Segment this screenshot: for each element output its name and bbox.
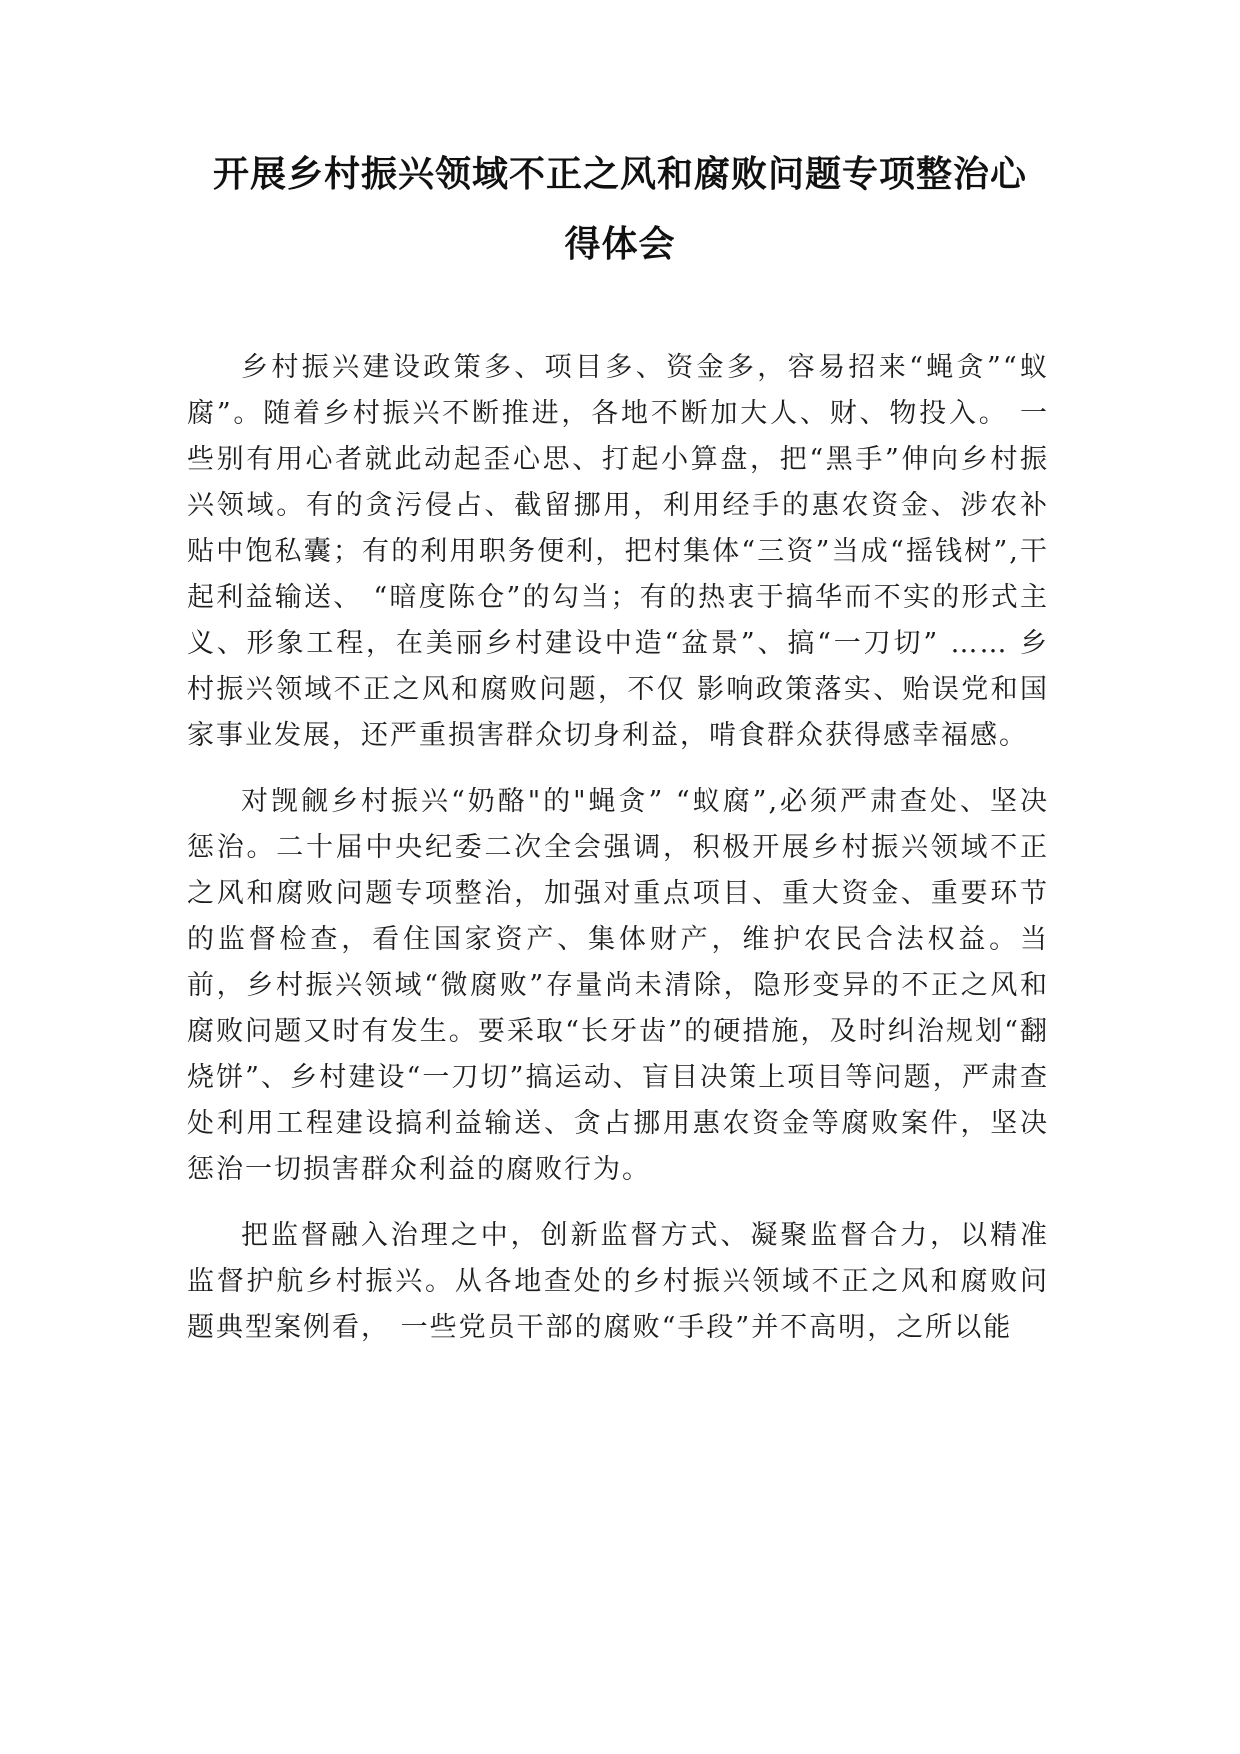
paragraph: 乡村振兴建设政策多、项目多、资金多，容易招来“蝇贪”“蚁腐”。随着乡村振兴不断推进，各地不断加大人、财、物投入。 一些别有用心者就此动起歪心思、打起小算盘，把“黑手”伸向乡村振兴领域。有的贪污侵占、截留挪用，利用经手的惠农资金、涉农补贴中饱私囊；有的利用职务便利，把村集体“三资”当成“摇钱树”,干起利益输送、 “暗度陈仓”的勾当；有的热衷于搞华而不实的形式主义、形象工程，在美丽乡村建设中造“盆景”、搞“一刀切” …… 乡村振兴领域不正之风和腐败问题，不仅 影响政策落实、贻误党和国家事业发展，还严重损害群众切身利益，啃食群众获得感幸福感。: [187, 352, 1049, 751]
document-title: 开展乡村振兴领域不正之风和腐败问题专项整治心得体会: [212, 154, 1027, 265]
paragraph: 把监督融入治理之中，创新监督方式、凝聚监督合力，以精准监督护航乡村振兴。从各地查处的乡村振兴领域不正之风和腐败问题典型案例看， 一些党员干部的腐败“手段”并不高明，之所以能: [187, 1220, 1049, 1343]
paragraph: 对觊觎乡村振兴“奶酪"的"蝇贪” “蚁腐”,必须严肃查处、坚决惩治。二十届中央纪委二次全会强调，积极开展乡村振兴领域不正之风和腐败问题专项整治，加强对重点项目、重大资金、重要环节的监督检查，看住国家资产、集体财产，维护农民合法权益。当前，乡村振兴领域“微腐败”存量尚未清除，隐形变异的不正之风和腐败问题又时有发生。要采取“长牙齿”的硬措施，及时纠治规划“翻烧饼”、乡村建设“一刀切”搞运动、盲目决策上项目等问题，严肃查处利用工程建设搞利益输送、贪占挪用惠农资金等腐败案件，坚决惩治一切损害群众利益的腐败行为。: [187, 786, 1049, 1185]
document-body: [187, 345, 1049, 1371]
